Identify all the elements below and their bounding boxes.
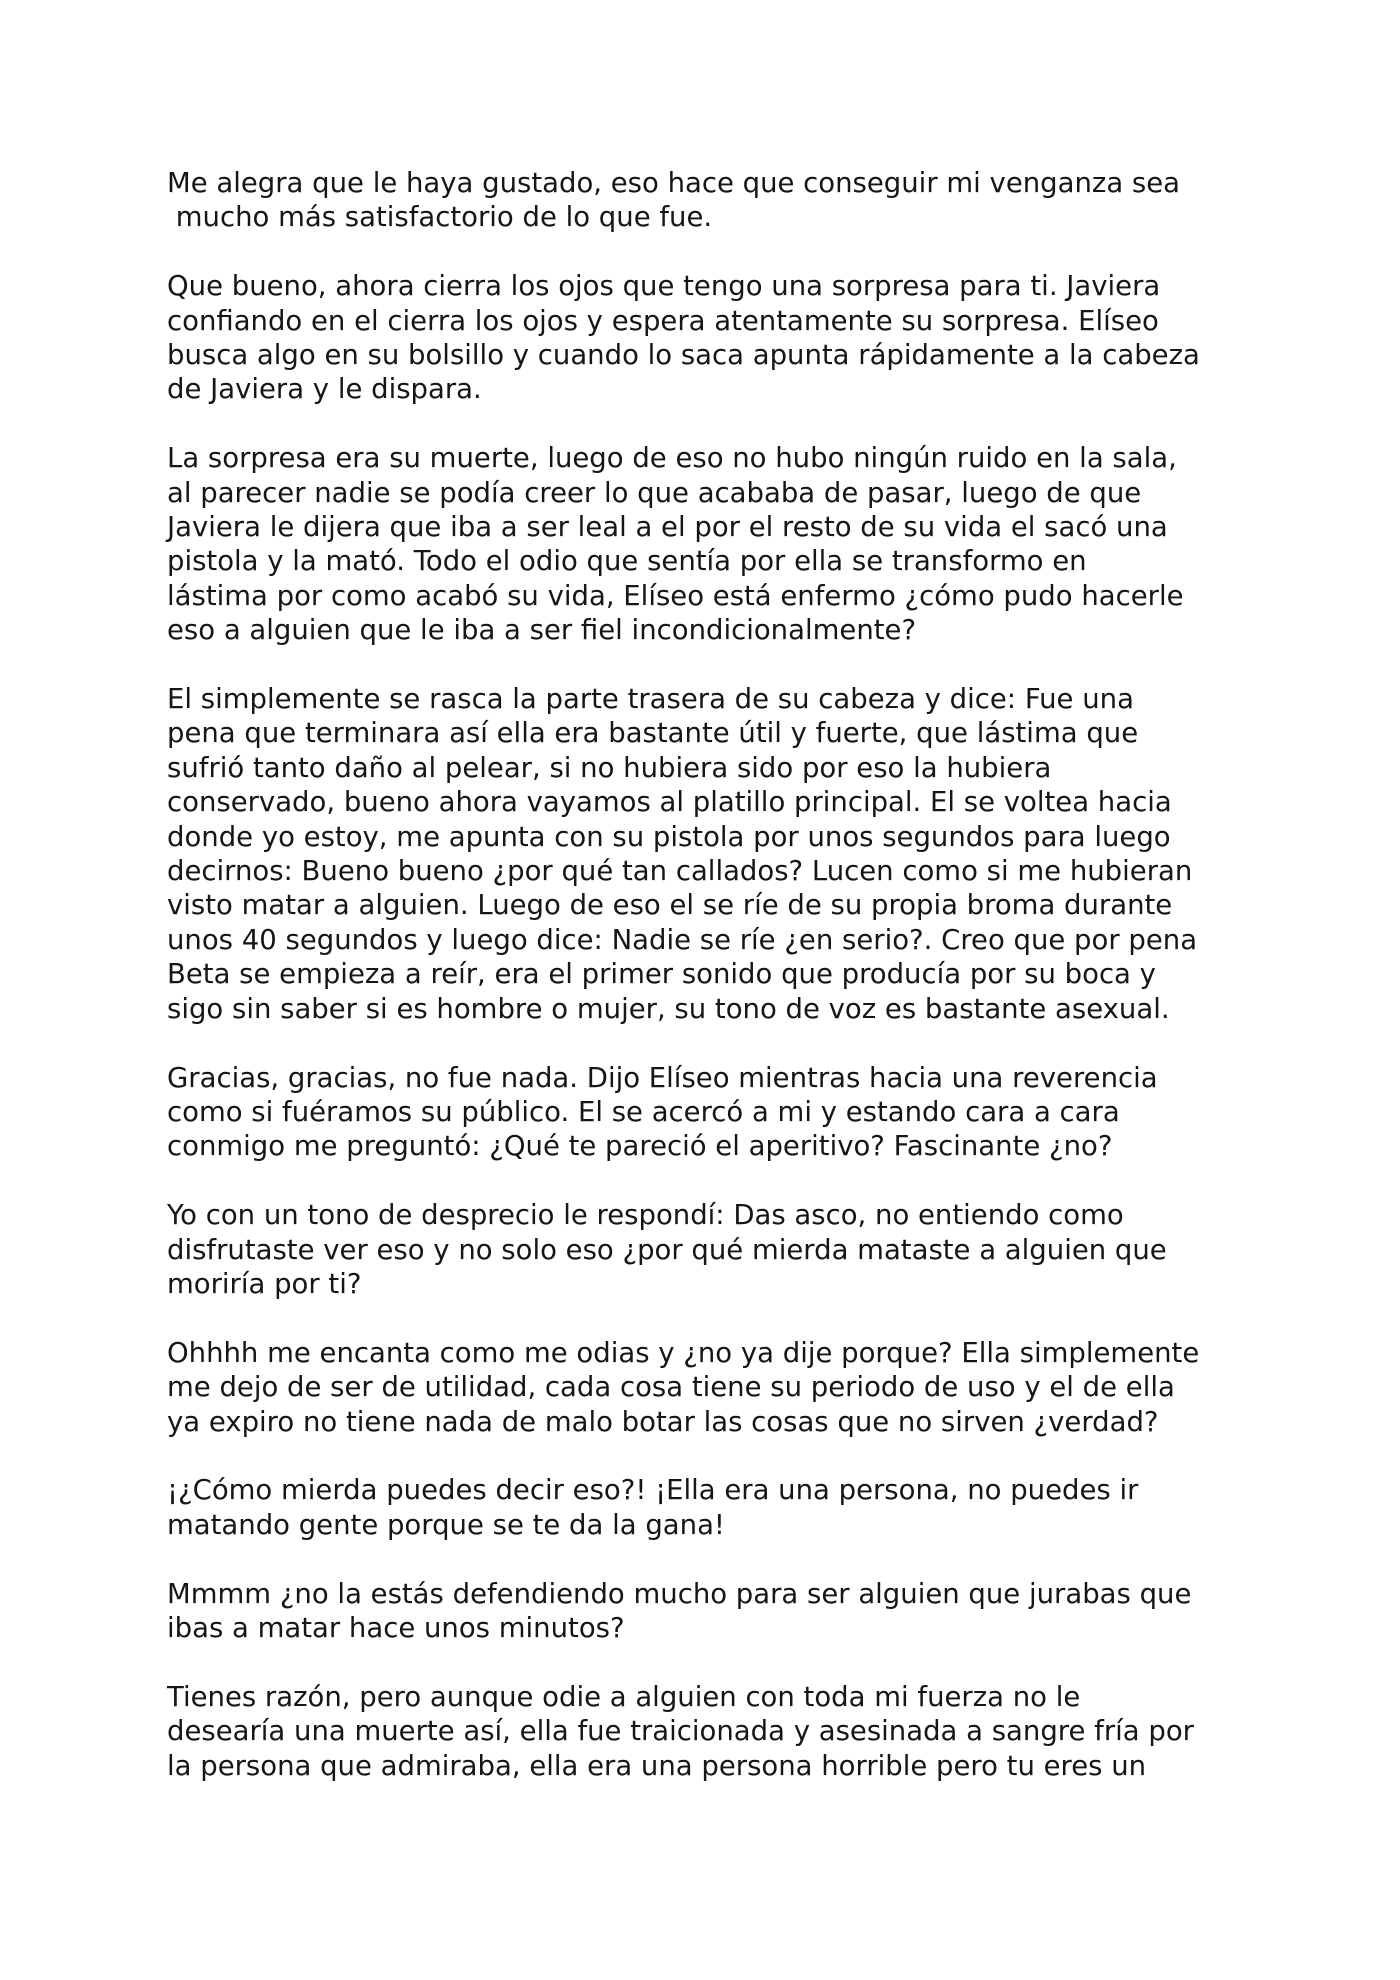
text-line: Beta se empieza a reír, era el primer sonido que producía por su boca y bbox=[167, 958, 1156, 991]
text-line: como si fuéramos su público. El se acercó a mi y estando cara a cara bbox=[167, 1095, 1120, 1128]
text-line: decirnos: Bueno bueno ¿por qué tan callados? Lucen como si me hubieran bbox=[167, 855, 1193, 888]
paragraph bbox=[167, 1473, 1247, 1542]
text-line: ibas a matar hace unos minutos? bbox=[167, 1611, 625, 1644]
paragraph bbox=[167, 1680, 1247, 1783]
text-line: matando gente porque se te da la gana! bbox=[167, 1508, 725, 1541]
paragraph bbox=[167, 166, 1247, 235]
text-line: sufrió tanto daño al pelear, si no hubiera sido por eso la hubiera bbox=[167, 751, 1052, 784]
text-line: la persona que admiraba, ella era una persona horrible pero tu eres un bbox=[167, 1749, 1147, 1782]
text-line: Mmmm ¿no la estás defendiendo mucho para ser alguien que jurabas que bbox=[167, 1577, 1192, 1610]
text-line: disfrutaste ver eso y no solo eso ¿por qué mierda mataste a alguien que bbox=[167, 1233, 1167, 1266]
text-line: La sorpresa era su muerte, luego de eso no hubo ningún ruido en la sala, bbox=[167, 442, 1177, 475]
text-line: Me alegra que le haya gustado, eso hace que conseguir mi venganza sea bbox=[167, 167, 1181, 199]
text-line: Tienes razón, pero aunque odie a alguien con toda mi fuerza no le bbox=[167, 1680, 1081, 1713]
text-line: unos 40 segundos y luego dice: Nadie se ríe ¿en serio?. Creo que por pena bbox=[167, 923, 1198, 956]
text-line: conmigo me preguntó: ¿Qué te pareció el aperitivo? Fascinante ¿no? bbox=[167, 1130, 1113, 1163]
paragraph bbox=[167, 1336, 1247, 1439]
text-line: mucho más satisfactorio de lo que fue. bbox=[167, 201, 713, 234]
paragraph bbox=[167, 1061, 1247, 1164]
text-line: moriría por ti? bbox=[167, 1267, 362, 1300]
paragraph bbox=[167, 441, 1247, 647]
text-line: visto matar a alguien. Luego de eso el se ríe de su propia broma durante bbox=[167, 889, 1173, 922]
text-line: Que bueno, ahora cierra los ojos que tengo una sorpresa para ti. Javiera bbox=[167, 270, 1161, 303]
text-line: confiando en el cierra los ojos y espera atentamente su sorpresa. Elíseo bbox=[167, 304, 1159, 337]
text-line: al parecer nadie se podía creer lo que acababa de pasar, luego de que bbox=[167, 476, 1142, 509]
text-line: ya expiro no tiene nada de malo botar las cosas que no sirven ¿verdad? bbox=[167, 1405, 1159, 1438]
text-line: Yo con un tono de desprecio le respondí: Das asco, no entiendo como bbox=[167, 1199, 1124, 1232]
text-line: pistola y la mató. Todo el odio que sentía por ella se transformo en bbox=[167, 545, 1087, 578]
paragraph bbox=[167, 269, 1247, 407]
text-line: me dejo de ser de utilidad, cada cosa tiene su periodo de uso y el de ella bbox=[167, 1371, 1175, 1404]
text-line: busca algo en su bolsillo y cuando lo saca apunta rápidamente a la cabeza bbox=[167, 339, 1200, 372]
text-line: El simplemente se rasca la parte trasera de su cabeza y dice: Fue una bbox=[167, 683, 1134, 716]
text-line: lástima por como acabó su vida, Elíseo está enfermo ¿cómo pudo hacerle bbox=[167, 579, 1184, 612]
text-line: Gracias, gracias, no fue nada. Dijo Elíseo mientras hacia una reverencia bbox=[167, 1061, 1158, 1094]
text-line: donde yo estoy, me apunta con su pistola por unos segundos para luego bbox=[167, 820, 1171, 853]
paragraph bbox=[167, 682, 1247, 1026]
text-line: Ohhhh me encanta como me odias y ¿no ya dije porque? Ella simplemente bbox=[167, 1336, 1200, 1369]
text-line: desearía una muerte así, ella fue traicionada y asesinada a sangre fría por bbox=[167, 1715, 1194, 1748]
text-line: pena que terminara así ella era bastante útil y fuerte, que lástima que bbox=[167, 717, 1139, 750]
text-line: Javiera le dijera que iba a ser leal a el por el resto de su vida el sacó una bbox=[167, 511, 1168, 544]
paragraph bbox=[167, 1577, 1247, 1646]
paragraph bbox=[167, 1198, 1247, 1301]
document-body bbox=[167, 166, 1247, 1817]
text-line: de Javiera y le dispara. bbox=[167, 373, 482, 406]
text-line: ¡¿Cómo mierda puedes decir eso?! ¡Ella era una persona, no puedes ir bbox=[167, 1474, 1139, 1507]
text-line: sigo sin saber si es hombre o mujer, su tono de voz es bastante asexual. bbox=[167, 992, 1170, 1025]
text-line: eso a alguien que le iba a ser fiel incondicionalmente? bbox=[167, 614, 917, 647]
text-line: conservado, bueno ahora vayamos al platillo principal. El se voltea hacia bbox=[167, 786, 1172, 819]
